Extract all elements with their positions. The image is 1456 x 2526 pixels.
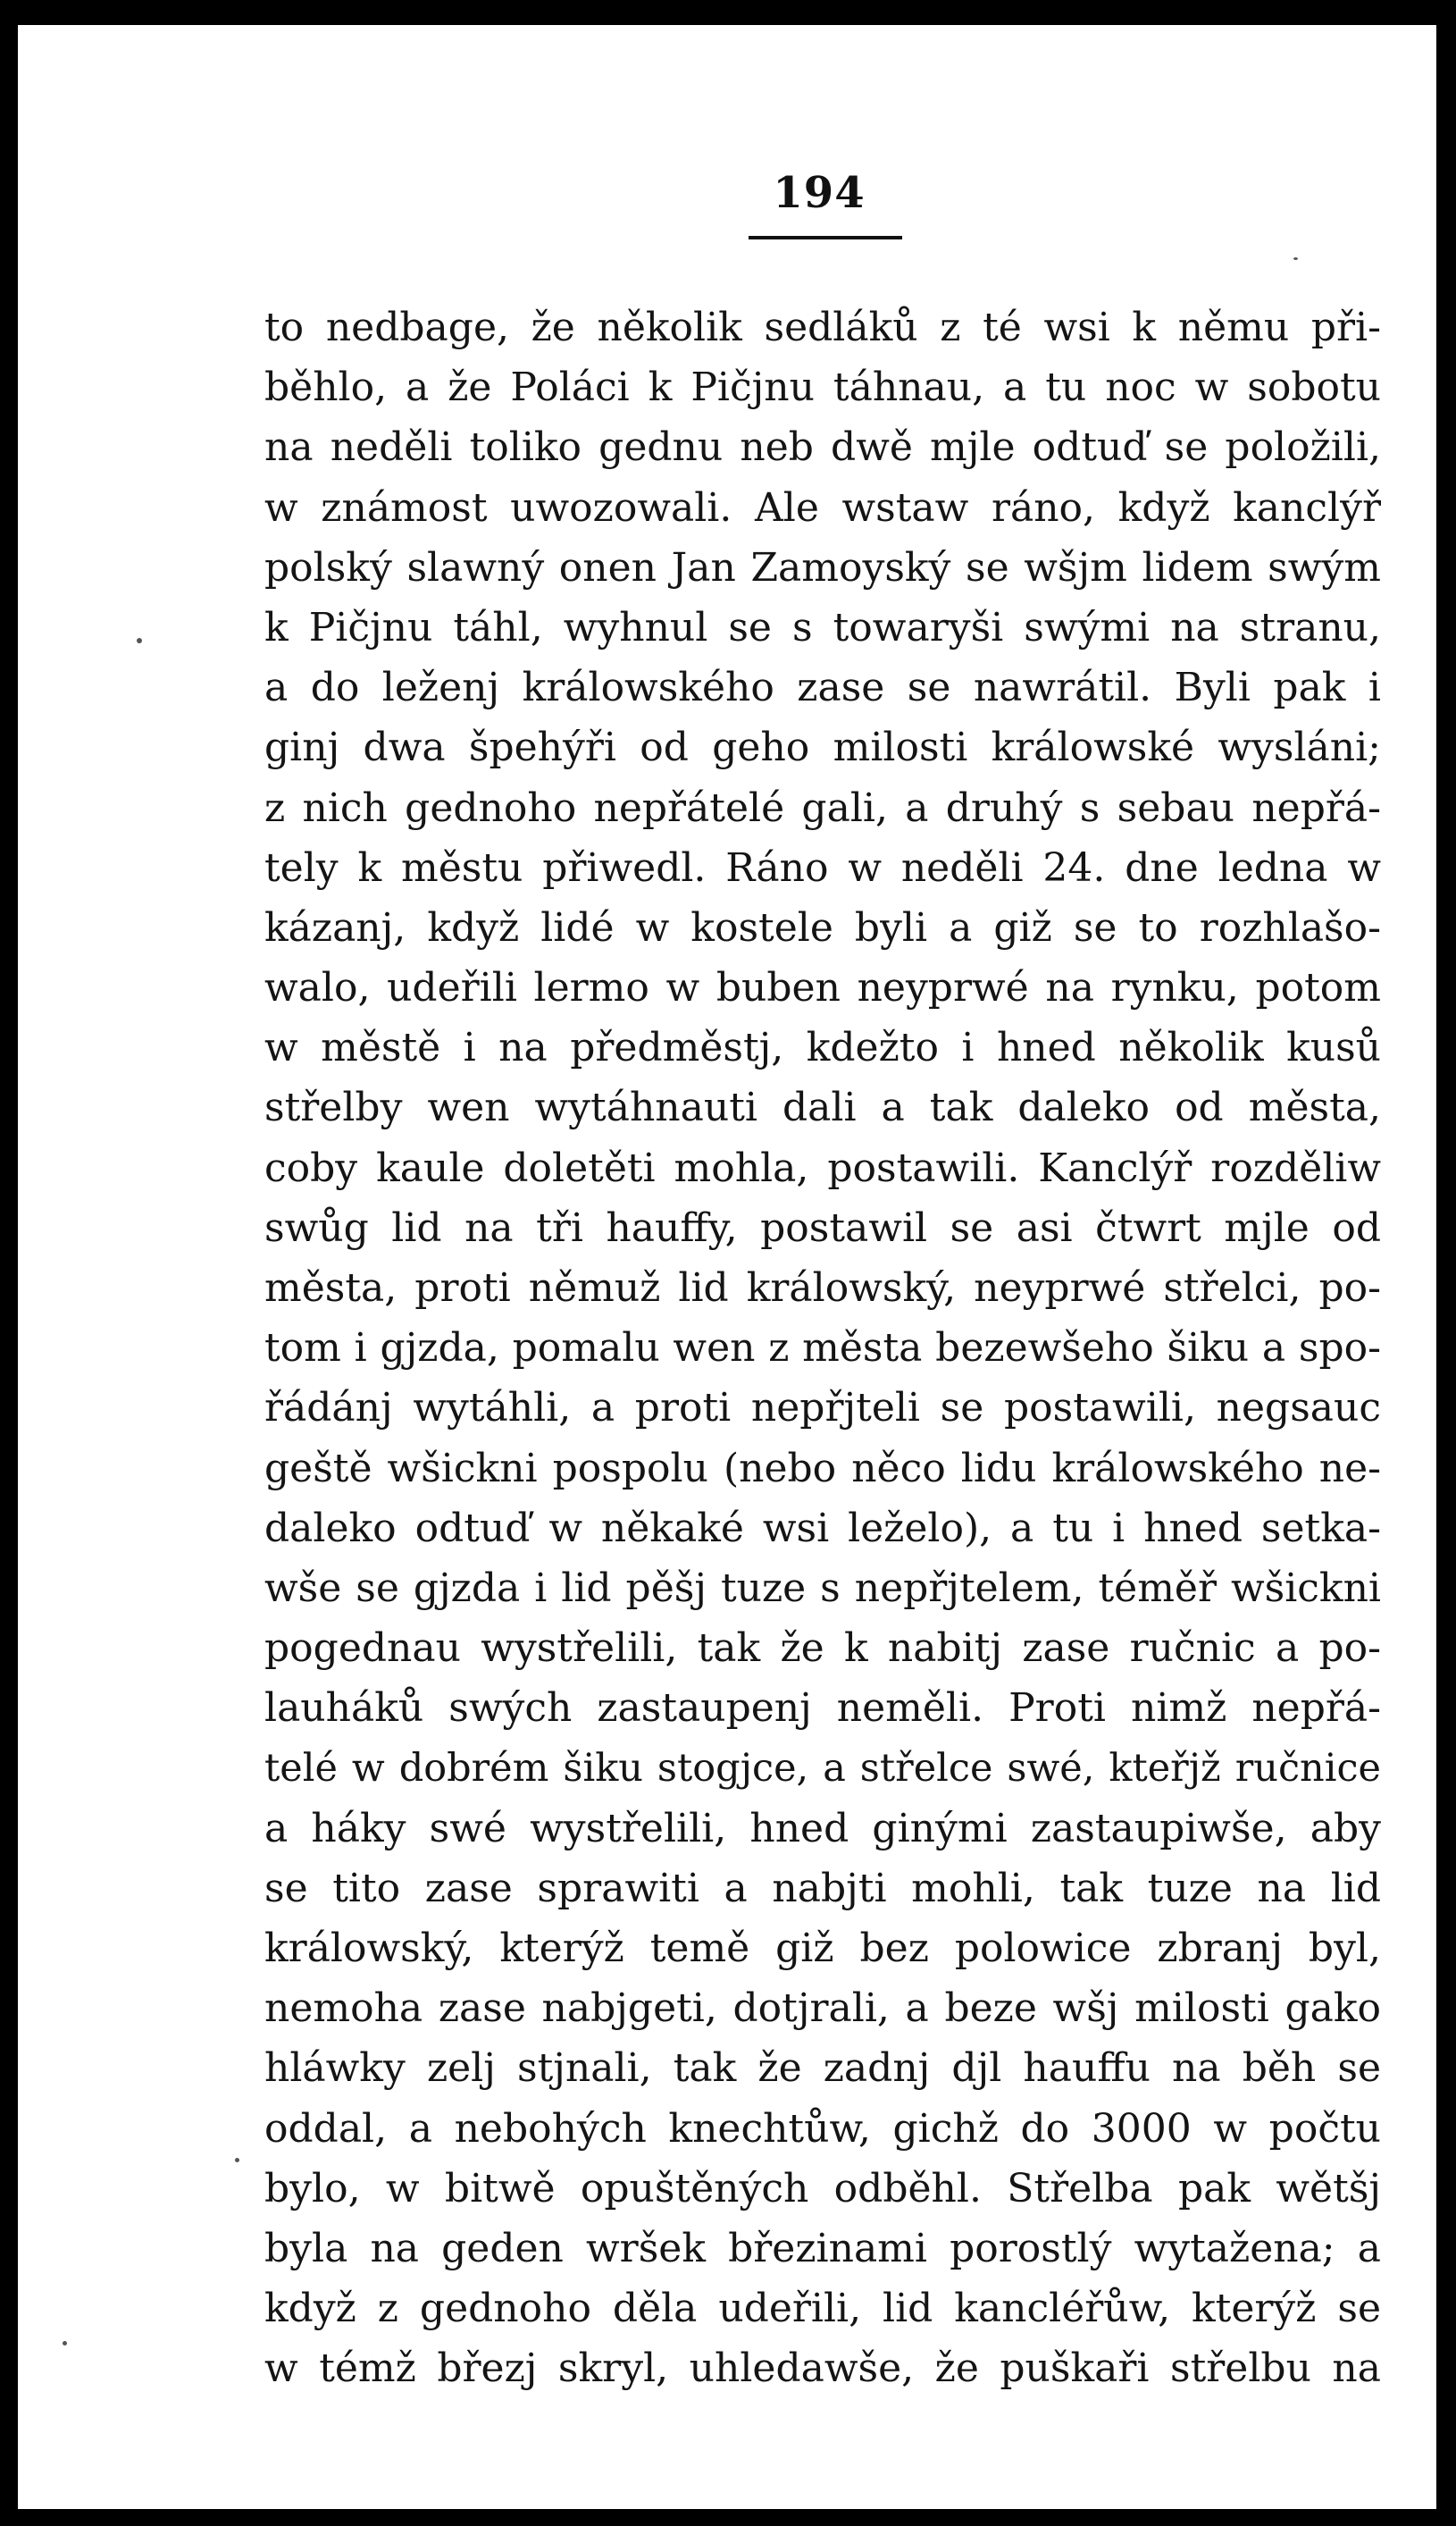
text-line: z nich gednoho nepřátelé gali, a druhý s sebau nepřá- <box>264 785 1381 831</box>
text-line: coby kaule doletěti mohla, postawili. Kanclýř rozděliw <box>264 1145 1381 1191</box>
book-page <box>18 25 1436 2509</box>
text-line: a do leženj králowského zase se nawrátil. Byli pak i <box>264 665 1381 711</box>
text-line: telé w dobrém šiku stogjce, a střelce swé, kteřjž ručnice <box>264 1745 1381 1791</box>
text-line: když z gednoho děla udeřili, lid kancléřůw, kterýž se <box>264 2286 1381 2332</box>
page-number-rule <box>749 236 902 239</box>
text-line: w městě i na předměstj, kdežto i hned několik kusů <box>264 1025 1381 1071</box>
body-text <box>264 298 1381 2399</box>
text-line: to nedbage, že několik sedláků z té wsi k němu při- <box>264 305 1381 350</box>
text-line: se tito zase sprawiti a nabjti mohli, tak tuze na lid <box>264 1865 1381 1911</box>
text-line: k Pičjnu táhl, wyhnul se s towaryši swými na stranu, <box>264 604 1381 650</box>
text-line: geště wšickni pospolu (nebo něco lidu králowského ne- <box>264 1445 1381 1491</box>
text-line: wše se gjzda i lid pěšj tuze s nepřjtelem, téměř wšickni <box>264 1565 1381 1611</box>
text-line: běhlo, a že Poláci k Pičjnu táhnau, a tu noc w sobotu <box>264 365 1381 411</box>
text-line: polský slawný onen Jan Zamoyský se wšjm lidem swým <box>264 544 1381 591</box>
text-line: w témž březj skryl, uhledawše, že puškaři střelbu na <box>264 2346 1381 2392</box>
print-speck <box>63 2341 67 2346</box>
text-line: swůg lid na tři hauffy, postawil se asi čtwrt mjle od <box>264 1204 1381 1251</box>
text-line: hláwky zelj stjnali, tak že zadnj djl hauffu na běh se <box>264 2045 1381 2092</box>
text-line: lauháků swých zastaupenj neměli. Proti nimž nepřá- <box>264 1685 1381 1732</box>
print-speck <box>137 638 142 643</box>
text-line: walo, udeřili lermo w buben neyprwé na rynku, potom <box>264 965 1381 1011</box>
text-line: králowský, kterýž temě giž bez polowice zbranj byl, <box>264 1926 1381 1972</box>
text-line: ginj dwa špehýři od geho milosti králowské wysláni; <box>264 725 1381 771</box>
text-line: daleko odtuď w někaké wsi leželo), a tu i hned setka- <box>264 1505 1381 1551</box>
text-line: w známost uwozowali. Ale wstaw ráno, když kanclýř <box>264 484 1381 531</box>
text-line: nemoha zase nabjgeti, dotjrali, a beze wšj milosti gako <box>264 1985 1381 2032</box>
text-line: a háky swé wystřelili, hned ginými zastaupiwše, aby <box>264 1805 1381 1851</box>
text-line: byla na geden wršek březinami porostlý wytažena; a <box>264 2226 1381 2271</box>
text-line: bylo, w bitwě opuštěných odběhl. Střelba pak wětšj <box>264 2165 1381 2211</box>
text-line: tely k městu přiwedl. Ráno w neděli 24. dne ledna w <box>264 844 1381 891</box>
text-line: kázanj, když lidé w kostele byli a giž se to rozhlašo- <box>264 904 1381 951</box>
page-number: 194 <box>773 168 866 218</box>
print-speck <box>235 2158 239 2162</box>
text-line: tom i gjzda, pomalu wen z města bezewšeho šiku a spo- <box>264 1325 1381 1372</box>
text-line: řádánj wytáhli, a proti nepřjteli se postawili, negsauc <box>264 1385 1381 1431</box>
print-speck <box>1293 257 1298 260</box>
text-line: střelby wen wytáhnauti dali a tak daleko od města, <box>264 1085 1381 1131</box>
text-line: oddal, a nebohých knechtůw, gichž do 3000 w počtu <box>264 2105 1381 2152</box>
text-line: pogednau wystřelili, tak že k nabitj zase ručnic a po- <box>264 1625 1381 1672</box>
text-line: města, proti němuž lid králowský, neyprwé střelci, po- <box>264 1265 1381 1311</box>
text-line: na neděli toliko gednu neb dwě mjle odtuď se položili, <box>264 424 1381 471</box>
